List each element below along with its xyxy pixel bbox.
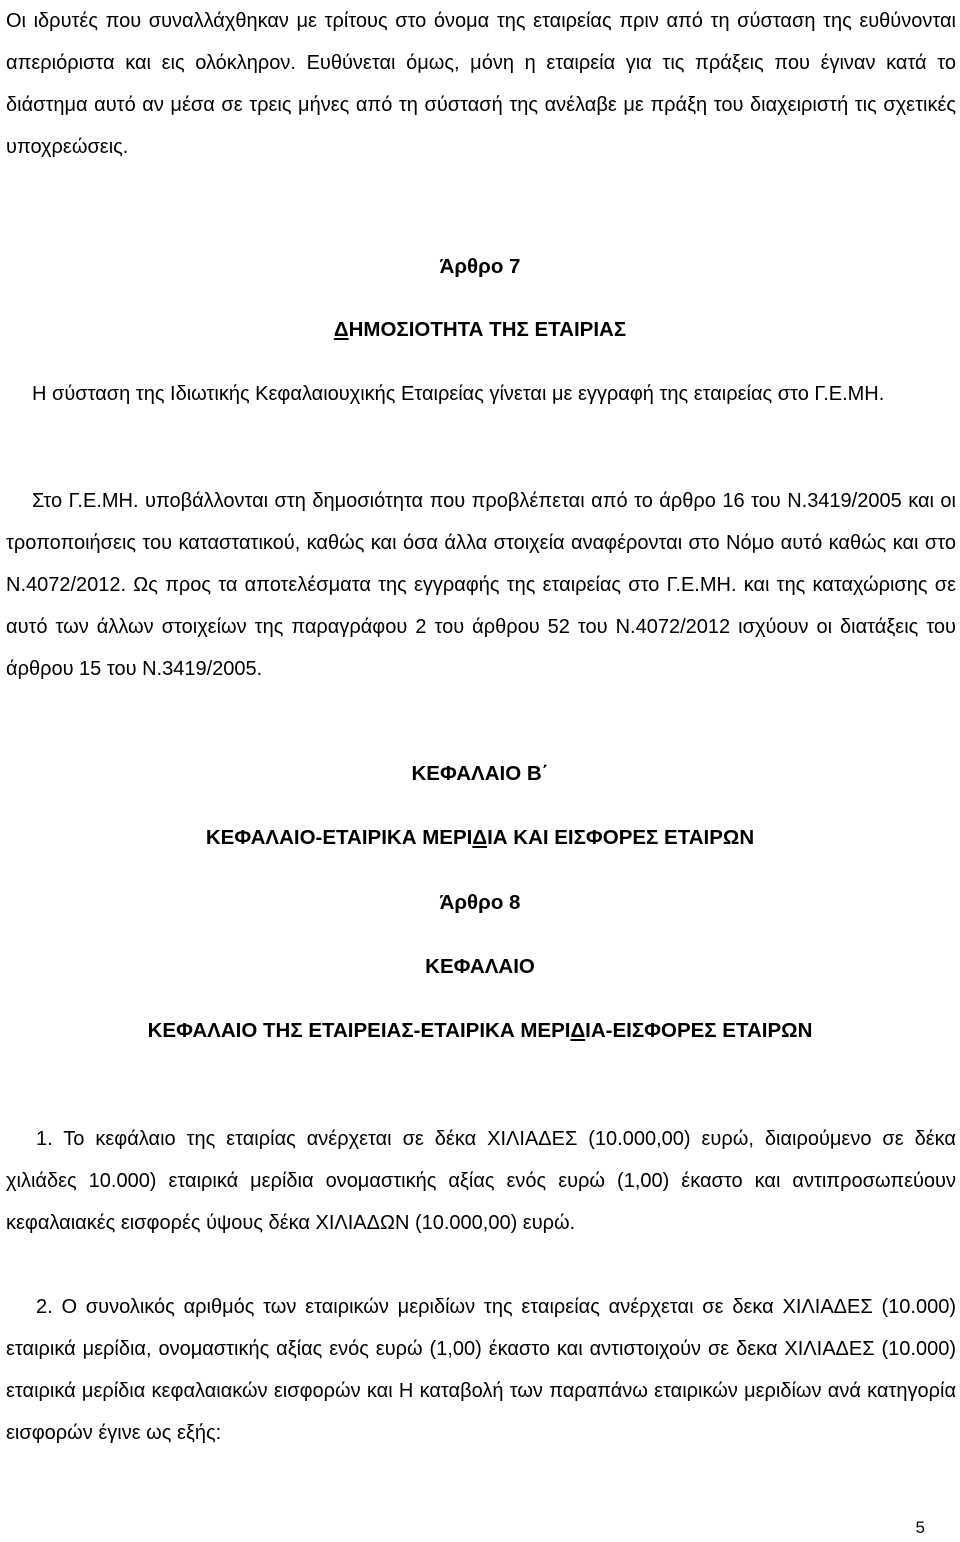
article-7-paragraph-2: Στο Γ.Ε.ΜΗ. υποβάλλονται στη δημοσιότητα που προβλέπεται από το άρθρο 16 του Ν.3419/2005 και οι τροποποιήσεις του καταστατικού, καθώς και όσα άλλα στοιχεία αναφέρονται στο Νόμο αυτό καθώς και στο Ν.4072/2012. Ως προς τα αποτελέσματα της εγγραφής της εταιρείας στο Γ.Ε.ΜΗ. και της καταχώρισης σε αυτό των άλλων στοιχείων της παραγράφου 2 του άρθρου 52 του Ν.4072/2012 ισχύουν οι διατάξεις του άρθρου 15 του Ν.3419/2005. <box>6 490 956 680</box>
chapter-b-title: ΚΕΦΑΛΑΙΟ-ΕΤΑΙΡΙΚΑ ΜΕΡΙΔΙΑ ΚΑΙ ΕΙΣΦΟΡΕΣ ΕΤΑΙΡΩΝ <box>205 826 755 849</box>
capital-item-1: 1. Το κεφάλαιο της εταιρίας ανέρχεται σε δέκα ΧΙΛΙΑΔΕΣ (10.000,00) ευρώ, διαιρούμενο σε δέκα χιλιάδες 10.000) εταιρικά μερίδια ονομαστικής αξίας ενός ευρώ (1,00) έκαστο και αντιπροσωπεύουν κεφαλαιακές εισφορές ύψους δέκα ΧΙΛΙΑΔΩΝ (10.000,00) ευρώ. <box>6 1128 956 1234</box>
intro-paragraph: Οι ιδρυτές που συναλλάχθηκαν με τρίτους στο όνομα της εταιρείας πριν από τη σύσταση της ευθύνονται απεριόριστα και εις ολόκληρον. Ευθύνεται όμως, μόνη η εταιρεία για τις πράξεις που έγιναν κατά το διάστημα αυτό αν μέσα σε τρεις μήνες από τη σύστασή της ανέλαβε με πράξη του διαχειριστή τις σχετικές υποχρεώσεις. <box>6 10 956 158</box>
article-7-subtitle <box>0 316 960 344</box>
article-8-subtitle: ΚΕΦΑΛΑΙΟ ΤΗΣ ΕΤΑΙΡΕΙΑΣ-ΕΤΑΙΡΙΚΑ ΜΕΡΙΔΙΑ-ΕΙΣΦΟΡΕΣ ΕΤΑΙΡΩΝ <box>147 1019 813 1042</box>
article-8-label: ΚΕΦΑΛΑΙΟ <box>425 955 535 978</box>
article-7-title: Άρθρο 7 <box>439 255 521 278</box>
article-7-subtitle-initial: Δ <box>333 318 349 341</box>
page-number: 5 <box>915 1518 925 1537</box>
chapter-b-heading: ΚΕΦΑΛΑΙΟ Β΄ <box>411 762 549 785</box>
article-7-subtitle-rest: ΗΜΟΣΙΟΤΗΤΑ ΤΗΣ ΕΤΑΙΡΙΑΣ <box>348 318 627 341</box>
article-8-title: Άρθρο 8 <box>439 891 521 914</box>
article-7-paragraph-1: Η σύσταση της Ιδιωτικής Κεφαλαιουχικής Εταιρείας γίνεται με εγγραφή της εταιρείας στο Γ.Ε.ΜΗ. <box>32 383 885 405</box>
capital-item-2: 2. Ο συνολικός αριθμός των εταιρικών μεριδίων της εταιρείας ανέρχεται σε δεκα ΧΙΛΙΑΔΕΣ (10.000) εταιρικά μερίδια, ονομαστικής αξίας ενός ευρώ (1,00) έκαστο και αντιστοιχούν σε δεκα ΧΙΛΙΑΔΕΣ (10.000) εταιρικά μερίδια κεφαλαιακών εισφορών και Η καταβολή των παραπάνω εταιρικών μεριδίων ανά κατηγορία εισφορών έγινε ως εξής: <box>6 1296 956 1444</box>
